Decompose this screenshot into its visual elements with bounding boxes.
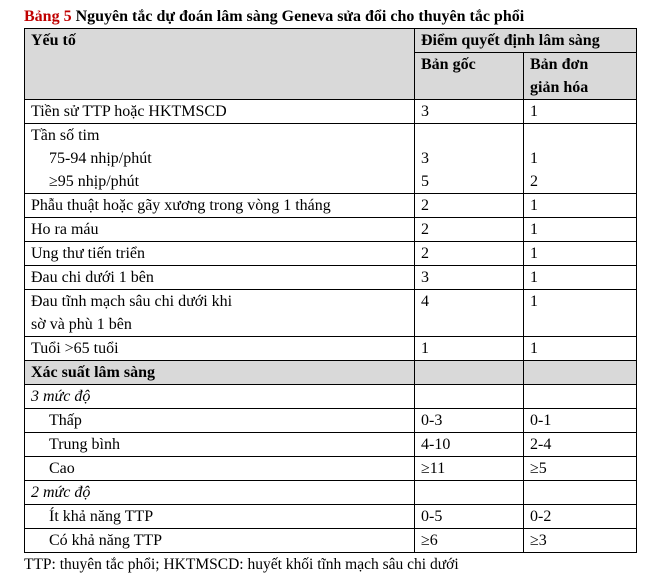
row-label <box>25 124 415 194</box>
row-original: 2 <box>415 242 524 266</box>
row-simplified: 1 <box>524 242 637 266</box>
section-row-probability <box>25 361 637 385</box>
row-original: 4-10 <box>415 433 524 457</box>
header-row-1 <box>25 29 637 53</box>
header-simplified-line2: giản hóa <box>530 79 589 96</box>
row-original: 0-3 <box>415 409 524 433</box>
subsection-cell <box>415 385 524 409</box>
geneva-table <box>24 28 637 553</box>
header-simplified <box>524 53 637 100</box>
subsection-title: 2 mức độ <box>25 481 415 505</box>
subsection-row <box>25 481 637 505</box>
row-original <box>415 124 524 194</box>
footnote: TTP: thuyên tắc phổi; HKTMSCD: huyết khối tĩnh mạch sâu chi dưới <box>24 556 459 573</box>
row-simplified: 0-2 <box>524 505 637 529</box>
heart-rate-sub1-original: 3 <box>421 150 429 167</box>
row-simplified: 0-1 <box>524 409 637 433</box>
row-label: Có khả năng TTP <box>25 529 415 553</box>
row-original: 4 <box>415 290 524 337</box>
table-caption <box>24 6 636 28</box>
section-cell <box>524 361 637 385</box>
row-label: Ít khả năng TTP <box>25 505 415 529</box>
table-row <box>25 218 637 242</box>
subsection-cell <box>524 481 637 505</box>
row-label: Ho ra máu <box>25 218 415 242</box>
row-original: ≥11 <box>415 457 524 481</box>
row-label-line1: Đau tĩnh mạch sâu chi dưới khi <box>31 293 233 310</box>
heart-rate-sub2-simplified: 2 <box>530 173 538 190</box>
table-row <box>25 194 637 218</box>
row-original: 0-5 <box>415 505 524 529</box>
subsection-title: 3 mức độ <box>25 385 415 409</box>
section-cell <box>415 361 524 385</box>
heart-rate-sub1-simplified: 1 <box>530 150 538 167</box>
row-original: ≥6 <box>415 529 524 553</box>
row-label: Trung bình <box>25 433 415 457</box>
document <box>24 6 636 576</box>
row-label: Đau chi dưới 1 bên <box>25 266 415 290</box>
row-original: 1 <box>415 337 524 361</box>
heart-rate-sub1: 75-94 nhịp/phút <box>49 150 152 167</box>
row-label: Tiền sử TTP hoặc HKTMSCD <box>25 100 415 124</box>
row-simplified: 2-4 <box>524 433 637 457</box>
header-simplified-line1: Bản đơn <box>530 56 589 73</box>
row-simplified: 1 <box>524 194 637 218</box>
subsection-cell <box>524 385 637 409</box>
table-title: Nguyên tắc dự đoán lâm sàng Geneva sửa đổi cho thuyên tắc phổi <box>71 8 525 25</box>
table-row <box>25 124 637 194</box>
table-row <box>25 529 637 553</box>
table-row <box>25 457 637 481</box>
row-original: 2 <box>415 218 524 242</box>
heart-rate-sub2-original: 5 <box>421 173 429 190</box>
row-original: 3 <box>415 100 524 124</box>
row-original: 2 <box>415 194 524 218</box>
row-label: Cao <box>25 457 415 481</box>
row-simplified <box>524 124 637 194</box>
row-simplified: 1 <box>524 290 637 337</box>
table-row <box>25 290 637 337</box>
row-simplified: 1 <box>524 266 637 290</box>
row-label: Phẫu thuật hoặc gãy xương trong vòng 1 tháng <box>25 194 415 218</box>
row-simplified: 1 <box>524 100 637 124</box>
header-decision: Điểm quyết định lâm sàng <box>415 29 637 53</box>
row-simplified: 1 <box>524 337 637 361</box>
table-row <box>25 505 637 529</box>
table-row <box>25 266 637 290</box>
table-row <box>25 433 637 457</box>
row-label: Tuổi >65 tuổi <box>25 337 415 361</box>
row-original: 3 <box>415 266 524 290</box>
row-label <box>25 290 415 337</box>
heart-rate-sub2: ≥95 nhịp/phút <box>49 173 140 190</box>
table-row <box>25 409 637 433</box>
row-label: Ung thư tiến triển <box>25 242 415 266</box>
table-row <box>25 100 637 124</box>
subsection-cell <box>415 481 524 505</box>
row-simplified: 1 <box>524 218 637 242</box>
table-row <box>25 337 637 361</box>
header-factor: Yếu tố <box>25 29 415 100</box>
heart-rate-label: Tần số tim <box>31 127 100 144</box>
table-number: Bảng 5 <box>24 8 72 25</box>
row-simplified: ≥5 <box>524 457 637 481</box>
section-title: Xác suất lâm sàng <box>25 361 415 385</box>
table-row <box>25 242 637 266</box>
row-simplified: ≥3 <box>524 529 637 553</box>
header-original: Bản gốc <box>415 53 524 100</box>
subsection-row <box>25 385 637 409</box>
row-label-line2: sờ và phù 1 bên <box>31 316 132 333</box>
row-label: Thấp <box>25 409 415 433</box>
